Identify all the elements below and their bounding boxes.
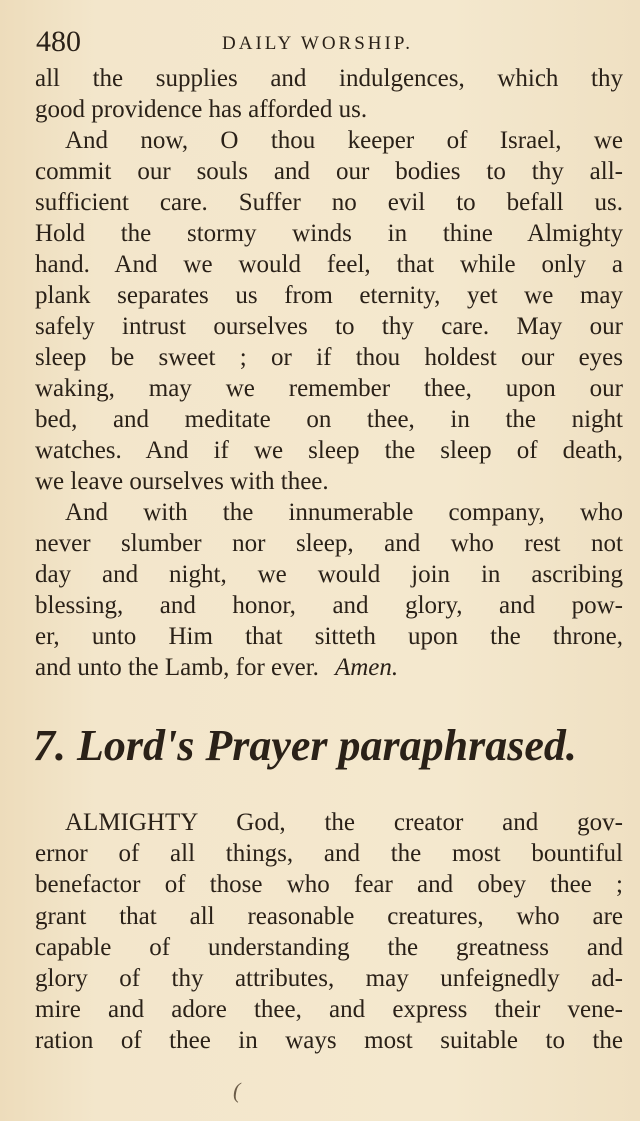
text-line: and unto the Lamb, for ever. — [35, 654, 319, 681]
text-line: sleep be sweet ; or if thou holdest our eyes — [35, 344, 623, 371]
text-line: glory of thy attributes, may unfeignedly ad- — [35, 964, 623, 992]
text-line: commit our souls and our bodies to thy all- — [35, 158, 623, 185]
footer-mark: ( — [233, 1078, 241, 1103]
running-head: DAILY WORSHIP. — [222, 33, 414, 54]
text-line: plank separates us from eternity, yet we may — [35, 282, 623, 309]
text-line: er, unto Him that sitteth upon the throne, — [35, 623, 623, 650]
text-line: And with the innumerable company, who — [65, 499, 623, 526]
page-number: 480 — [36, 25, 81, 58]
text-line: grant that all reasonable creatures, who are — [35, 902, 623, 930]
text-line: And now, O thou keeper of Israel, we — [65, 127, 623, 154]
text-line: bed, and meditate on thee, in the night — [35, 406, 623, 433]
amen-closing: Amen. — [334, 654, 399, 681]
text-line-closing — [35, 652, 623, 683]
text-line: waking, may we remember thee, upon our — [35, 375, 623, 402]
text-line: mire and adore thee, and express their vene- — [35, 996, 623, 1024]
text-line: blessing, and honor, and glory, and pow- — [35, 592, 623, 619]
text-line: watches. And if we sleep the sleep of death, — [35, 437, 623, 464]
text-line: benefactor of those who fear and obey thee ; — [35, 871, 623, 899]
text-line: capable of understanding the greatness and — [35, 933, 623, 961]
text-line: sufficient care. Suffer no evil to befall us. — [35, 189, 623, 216]
text-line: we leave ourselves with thee. — [35, 468, 329, 495]
section-body — [35, 807, 623, 1057]
text-line: Hold the stormy winds in thine Almighty — [35, 220, 623, 247]
text-line: all the supplies and indulgences, which thy — [35, 65, 623, 92]
text-line: ALMIGHTY God, the creator and gov- — [65, 809, 623, 836]
text-line: ration of thee in ways most suitable to the — [35, 1027, 623, 1055]
page-header — [36, 24, 626, 60]
text-line: safely intrust ourselves to thy care. May our — [35, 313, 623, 340]
text-line: never slumber nor sleep, and who rest not — [35, 530, 623, 557]
text-line: ernor of all things, and the most bountiful — [35, 840, 623, 868]
text-line: hand. And we would feel, that while only a — [35, 251, 623, 278]
text-line: day and night, we would join in ascribing — [35, 561, 623, 588]
section-title: 7. Lord's Prayer paraphrased. — [33, 721, 577, 770]
text-line: good providence has afforded us. — [35, 96, 368, 123]
body-text — [35, 63, 623, 683]
